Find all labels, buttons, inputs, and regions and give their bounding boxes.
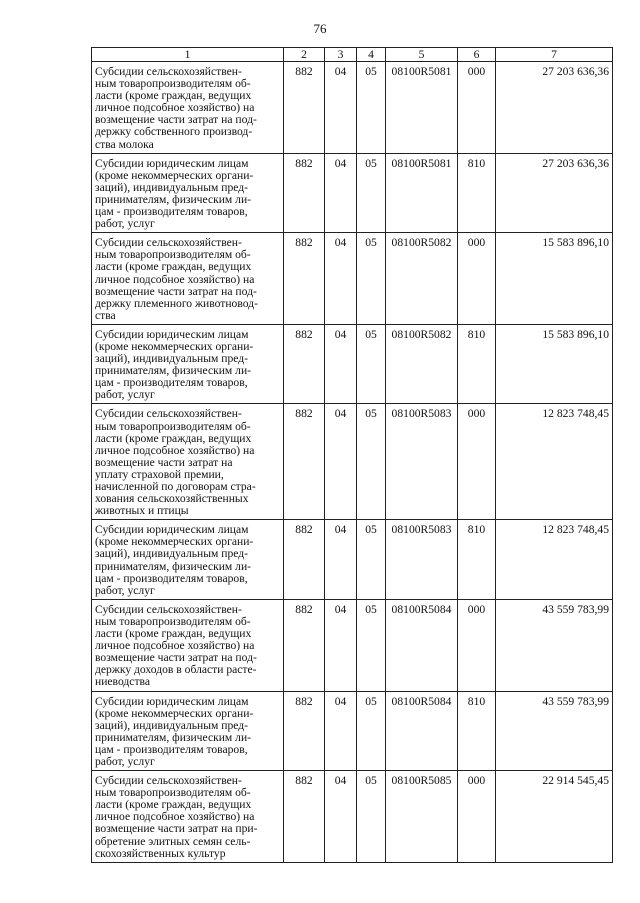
expense-name-line: уплату страховой премии, [95, 467, 224, 481]
header-cell: 6 [458, 48, 496, 62]
expense-name-line: работ, услуг [95, 583, 155, 597]
header-row [92, 48, 613, 62]
expense-name-line: ным товаропроизводителям об- [95, 786, 251, 800]
amount-cell: 43 559 783,99 [496, 691, 613, 771]
subsection-code-cell: 05 [357, 404, 386, 520]
table-row [92, 62, 613, 154]
ministry-code-cell: 882 [284, 691, 325, 771]
expense-name-line: возмещение части затрат на под- [95, 113, 257, 127]
subsection-code-cell: 05 [357, 599, 386, 691]
expense-name-line: личное подсобное хозяйство) на [95, 639, 255, 653]
table-row [92, 324, 613, 404]
ministry-code-cell: 882 [284, 153, 325, 233]
expense-name-line: заций), индивидуальным пред- [95, 547, 249, 561]
expense-name-line: Субсидии юридическим лицам [95, 327, 249, 341]
target-article-cell: 08100R5084 [386, 691, 458, 771]
section-code-cell: 04 [325, 404, 357, 520]
expense-type-cell: 810 [458, 520, 496, 600]
expense-name-line: (кроме некоммерческих органи- [95, 535, 254, 549]
expense-type-cell: 000 [458, 404, 496, 520]
amount-cell: 27 203 636,36 [496, 153, 613, 233]
expense-name-cell [92, 153, 284, 233]
ministry-code-cell: 882 [284, 62, 325, 154]
target-article-cell: 08100R5081 [386, 153, 458, 233]
expense-type-cell: 810 [458, 324, 496, 404]
section-code-cell: 04 [325, 599, 357, 691]
section-code-cell: 04 [325, 233, 357, 325]
expense-name-line: держку собственного производ- [95, 125, 253, 139]
ministry-code-cell: 882 [284, 599, 325, 691]
expense-type-cell: 000 [458, 62, 496, 154]
table-row [92, 233, 613, 325]
section-code-cell: 04 [325, 153, 357, 233]
subsection-code-cell: 05 [357, 771, 386, 863]
expense-name-line: ласти (кроме граждан, ведущих [95, 627, 252, 641]
expense-name-line: заций), индивидуальным пред- [95, 718, 249, 732]
expense-name-line: работ, услуг [95, 388, 155, 402]
expense-name-line: Субсидии сельскохозяйствен- [95, 407, 242, 421]
table-row [92, 771, 613, 863]
ministry-code-cell: 882 [284, 233, 325, 325]
expense-name-line: держку племенного животновод- [95, 296, 258, 310]
expense-name-cell [92, 599, 284, 691]
target-article-cell: 08100R5085 [386, 771, 458, 863]
target-article-cell: 08100R5082 [386, 233, 458, 325]
header-cell: 7 [496, 48, 613, 62]
expense-name-line: начисленной по договорам стра- [95, 480, 256, 493]
expense-name-line: Субсидии сельскохозяйствен- [95, 774, 242, 788]
target-article-cell: 08100R5081 [386, 62, 458, 154]
expense-name-line: работ, услуг [95, 754, 155, 768]
expense-name-line: возмещение части затрат на под- [95, 284, 257, 298]
expense-type-cell: 000 [458, 233, 496, 325]
expense-type-cell: 000 [458, 599, 496, 691]
section-code-cell: 04 [325, 520, 357, 600]
expense-name-line: ласти (кроме граждан, ведущих [95, 89, 252, 103]
expense-name-line: (кроме некоммерческих органи- [95, 168, 254, 182]
table-row [92, 691, 613, 771]
expense-name-line: (кроме некоммерческих органи- [95, 339, 254, 353]
subsection-code-cell: 05 [357, 520, 386, 600]
section-code-cell: 04 [325, 691, 357, 771]
header-cell: 1 [92, 48, 284, 62]
target-article-cell: 08100R5083 [386, 520, 458, 600]
expense-name-line: заций), индивидуальным пред- [95, 180, 249, 194]
expense-type-cell: 810 [458, 691, 496, 771]
page-number: 76 [313, 21, 327, 36]
amount-cell: 12 823 748,45 [496, 404, 613, 520]
expense-name-line: ным товаропроизводителям об- [95, 77, 251, 91]
section-code-cell: 04 [325, 62, 357, 154]
expense-name-line: ласти (кроме граждан, ведущих [95, 798, 252, 812]
expense-name-line: цам - производителям товаров, [95, 742, 248, 756]
expense-name-line: хования сельскохозяйственных [95, 492, 249, 506]
expense-name-line: животных и птицы [95, 504, 189, 518]
expense-name-line: Субсидии сельскохозяйствен- [95, 65, 242, 78]
subsection-code-cell: 05 [357, 153, 386, 233]
expense-name-line: ласти (кроме граждан, ведущих [95, 431, 252, 445]
expense-name-line: ства молока [95, 137, 154, 151]
amount-cell: 15 583 896,10 [496, 233, 613, 325]
expense-name-line: цам - производителям товаров, [95, 205, 248, 219]
table-row [92, 153, 613, 233]
section-code-cell: 04 [325, 771, 357, 863]
subsection-code-cell: 05 [357, 324, 386, 404]
expense-name-cell [92, 404, 284, 520]
expense-name-line: принимателям, физическим ли- [95, 364, 252, 378]
table-row [92, 599, 613, 691]
expense-name-line: ласти (кроме граждан, ведущих [95, 260, 252, 274]
expense-name-line: принимателям, физическим ли- [95, 730, 252, 744]
amount-cell: 12 823 748,45 [496, 520, 613, 600]
expense-name-line: обретение элитных семян сель- [95, 834, 251, 848]
expense-name-line: Субсидии сельскохозяйствен- [95, 236, 242, 250]
target-article-cell: 08100R5083 [386, 404, 458, 520]
header-cell: 4 [357, 48, 386, 62]
expense-name-line: цам - производителям товаров, [95, 571, 248, 585]
budget-table [91, 47, 613, 863]
expense-name-cell [92, 771, 284, 863]
expense-name-line: Субсидии юридическим лицам [95, 156, 249, 170]
expense-name-line: принимателям, физическим ли- [95, 559, 252, 573]
expense-name-line: держку доходов в области расте- [95, 663, 257, 677]
expense-name-line: принимателям, физическим ли- [95, 192, 252, 206]
expense-name-line: Субсидии юридическим лицам [95, 523, 249, 537]
header-cell: 5 [386, 48, 458, 62]
expense-type-cell: 000 [458, 771, 496, 863]
ministry-code-cell: 882 [284, 520, 325, 600]
expense-name-line: возмещение части затрат на [95, 455, 233, 469]
expense-name-line: Субсидии сельскохозяйствен- [95, 602, 242, 616]
expense-name-line: скохозяйственных культур [95, 846, 226, 860]
amount-cell: 15 583 896,10 [496, 324, 613, 404]
expense-type-cell: 810 [458, 153, 496, 233]
ministry-code-cell: 882 [284, 771, 325, 863]
subsection-code-cell: 05 [357, 233, 386, 325]
table-row [92, 404, 613, 520]
expense-name-line: личное подсобное хозяйство) на [95, 443, 255, 457]
ministry-code-cell: 882 [284, 324, 325, 404]
expense-name-line: ным товаропроизводителям об- [95, 419, 251, 433]
expense-name-line: ства [95, 308, 116, 322]
expense-name-cell [92, 233, 284, 325]
expense-name-line: работ, услуг [95, 217, 155, 231]
section-code-cell: 04 [325, 324, 357, 404]
header-cell: 2 [284, 48, 325, 62]
expense-name-line: (кроме некоммерческих органи- [95, 706, 254, 720]
subsection-code-cell: 05 [357, 691, 386, 771]
amount-cell: 43 559 783,99 [496, 599, 613, 691]
expense-name-line: личное подсобное хозяйство) на [95, 272, 255, 286]
expense-name-cell [92, 520, 284, 600]
expense-name-cell [92, 62, 284, 154]
subsection-code-cell: 05 [357, 62, 386, 154]
header-cell: 3 [325, 48, 357, 62]
expense-name-line: личное подсобное хозяйство) на [95, 810, 255, 824]
expense-name-line: возмещение части затрат на под- [95, 651, 257, 665]
expense-name-line: цам - производителям товаров, [95, 376, 248, 390]
amount-cell: 22 914 545,45 [496, 771, 613, 863]
expense-name-line: ным товаропроизводителям об- [95, 248, 251, 262]
expense-name-cell [92, 324, 284, 404]
expense-name-line: возмещение части затрат на при- [95, 822, 258, 836]
expense-name-line: заций), индивидуальным пред- [95, 352, 249, 366]
expense-name-line: ным товаропроизводителям об- [95, 614, 251, 628]
amount-cell: 27 203 636,36 [496, 62, 613, 154]
expense-name-line: личное подсобное хозяйство) на [95, 101, 255, 115]
table-row [92, 520, 613, 600]
expense-name-line: ниеводства [95, 675, 150, 689]
expense-name-cell [92, 691, 284, 771]
target-article-cell: 08100R5082 [386, 324, 458, 404]
target-article-cell: 08100R5084 [386, 599, 458, 691]
ministry-code-cell: 882 [284, 404, 325, 520]
expense-name-line: Субсидии юридическим лицам [95, 694, 249, 708]
